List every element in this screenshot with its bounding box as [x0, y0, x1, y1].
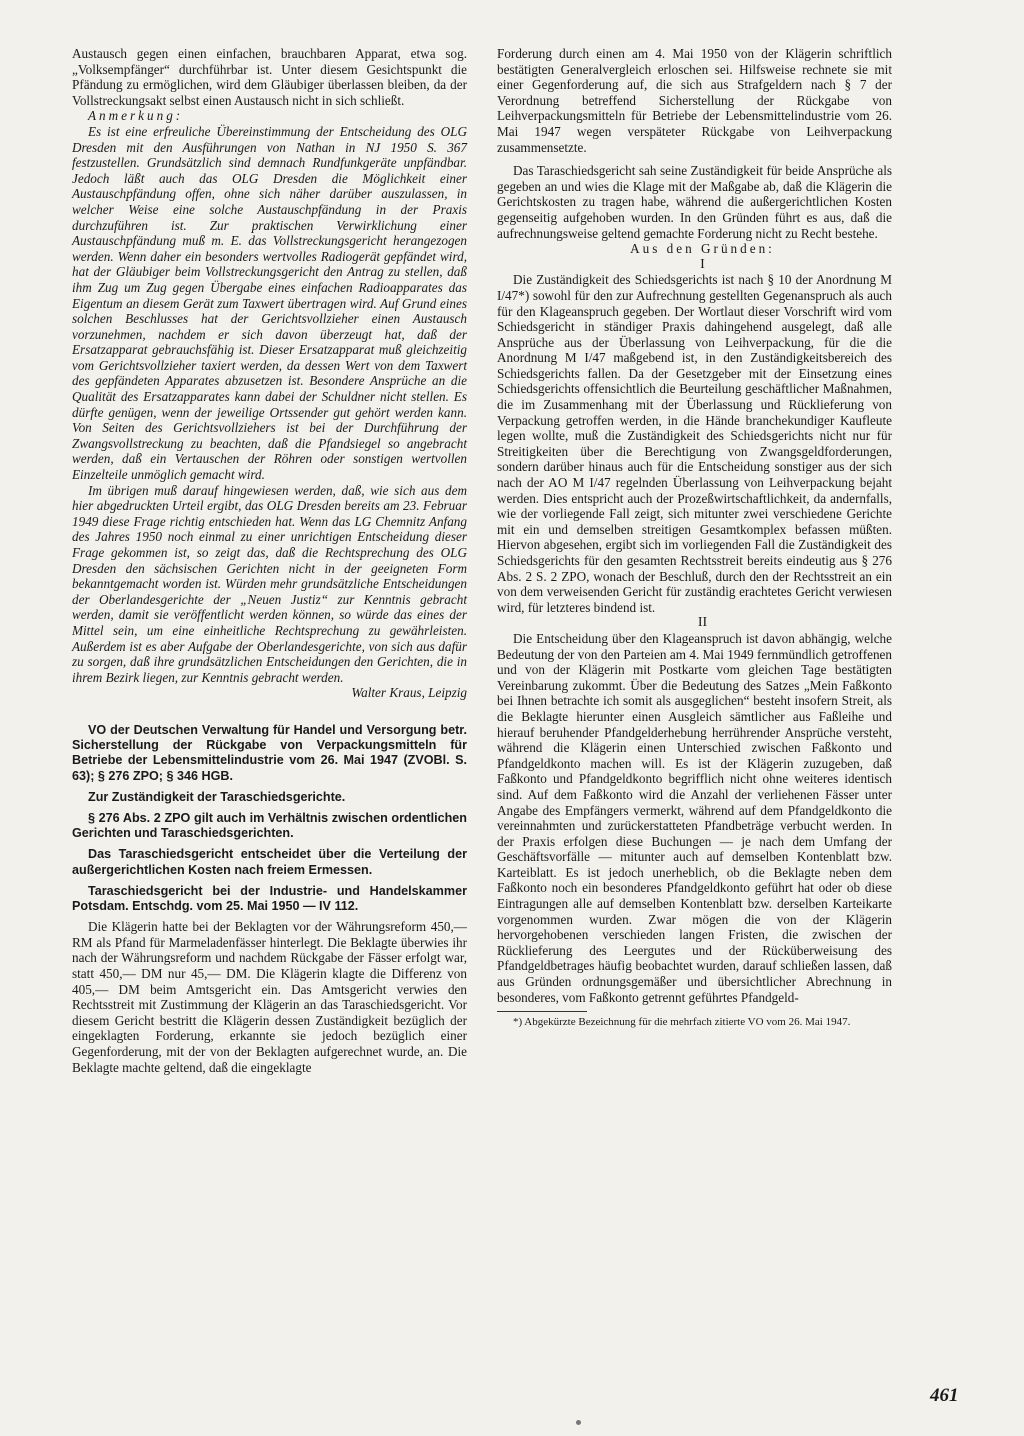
headnote-topic: Zur Zuständigkeit der Taraschiedsgerichte. [88, 789, 346, 804]
annotation-paragraph-1: Es ist eine erfreuliche Übereinstimmung der Entscheidung des OLG Dresden mit den Ausführungen von Nathan in NJ 1950 S. 367 festzustellen. Grundsätzlich sind demnach Rundfunkgeräte unpfändbar. Jedoch läßt auch das OLG Dresden die Möglichkeit einer Austauschpfändung offen, ohne sich näher darüber auszulassen, in welcher Weise eine solche Austauschpfändung in der Praxis durchzuführen ist. Zur praktischen Verwirklichung einer Austauschpfändung muß m. E. das Vollstreckungsgericht herangezogen werden. Wenn daher ein besonders wertvolles Radiogerät gepfändet wird, hat der Gläubiger beim Vollstreckungsgericht den Antrag zu stellen, daß ihm Zug um Zug gegen Übergabe eines einfachen Radioapparates das Eigentum an diesem Gerät zum Taxwert übertragen wird. Auf Grund eines solchen Beschlusses hat der Gerichtsvollzieher einen Austausch vorzunehmen, nachdem er sich davon überzeugt hat, daß der Ersatzapparat gebrauchsfähig ist. Dieser Ersatzapparat muß gleichzeitig vom Gerichtsvollzieher taxiert werden, da dessen Wert von dem Taxwert des gepfändeten Apparates abzusetzen ist. Besondere Ansprüche an die Qualität des Ersatzapparates kann dabei der Schuldner nicht stellen. Es dürfte genügen, wenn der jeweilige Ortssender gut gehört werden kann. Von Seiten des Gerichtsvollziehers ist bei der Durchführung der Zwangsvollstreckung zu beachten, daß die Pfandsiegel so angebracht werden, daß ein Vertauschen der Röhren oder sonstigen wertvollen Einzelteile unmöglich gemacht wird. [72, 123, 467, 483]
tribunal-decision-paragraph: Das Taraschiedsgericht sah seine Zuständigkeit für beide Ansprüche als gegeben an und wies die Klage mit der Maßgabe ab, daß die Klägerin die Gerichtskosten zu tragen habe, während die außergerichtlichen Kosten gegenseitig aufgehoben wurden. In den Gründen führt es aus, daß die aufrechnungsweise geltend gemachte Forderung nicht zu Recht bestehe. [497, 163, 892, 241]
opening-paragraph: Austausch gegen einen einfachen, brauchbaren Apparat, etwa sog. „Volksempfänger“ durchführbar ist. Unter diesem Gesichtspunkt die Pfändung zu ermöglichen, wird dem Gläubiger überlassen bleiben, da der Vollstreckungsakt selbst einen Austausch nicht in sich schließt. [72, 46, 467, 108]
footnote-divider [497, 1011, 587, 1012]
headnote-statute: VO der Deutschen Verwaltung für Handel und Versorgung betr. Sicherstellung der Rückgabe von Verpackungsmitteln für Betriebe der Lebensmittelindustrie vom 26. Mai 1947 (ZVOBl. S. 63); § 276 ZPO; § 346 HGB. [72, 722, 467, 783]
footnote: *) Abgekürzte Bezeichnung für die mehrfach zitierte VO vom 26. Mai 1947. [513, 1016, 851, 1029]
section-2-paragraph: Die Entscheidung über den Klageanspruch ist davon abhängig, welche Bedeutung der von den Parteien am 4. Mai 1949 fernmündlich getroffenen und von der Klägerin mit Postkarte vom gleichen Tage bestätigten Vereinbarung zukommt. Über die Bedeutung des Satzes „Mein Faßkonto bei Ihnen betrachte ich somit als ausgeglichen“ besteht insofern Streit, als die Beklagte hierunter einen Ausgleich sämtlicher aus Faßleihe und hierauf beruhender Pfandgelderhebung herrührender Ansprüche versteht, während die Klägerin einen Unterschied zwischen Faßkonto und Pfandgeldkonto machen will. Es ist der Klägerin zuzugeben, daß Faßkonto und Pfandgeldkonto begrifflich nicht ohne weiteres identisch sind. Auf dem Faßkonto wird die Anzahl der verliehenen Fässer unter Angabe des Empfängers vermerkt, während auf dem Pfandgeldkonto die vereinnahmten und zurückerstatteten Pfandbeträge verbucht werden. In der Praxis erfolgen diese Buchungen — je nach dem Umfang der Geschäftsvorfälle — mitunter auch auf demselben Kontenblatt bzw. Karteiblatt. Es ist jedoch unerheblich, ob die Beklagte neben dem Faßkonto noch ein besonderes Pfandgeldkonto geführt hat oder ob diese Eintragungen alle auf demselben Kontenblatt bzw. derselben Karteikarte vorgenommen wurden. Zwar mögen die von der Klägerin hervorgehobenen verschieden langen Fristen, die zwischen der Rücklieferung des Leergutes und der Rücküberweisung des Pfandgeldbetrages häufig beobachtet wurden, darauf schließen lassen, daß aus Gründen ordnungsgemäßer und übersichtlicher Abrechnung in besonderes, vom Faßkonto getrennt geführtes Pfandgeld- [497, 630, 892, 1005]
section-number-2: II [697, 615, 708, 631]
page-number: 461 [930, 1385, 959, 1406]
print-mark [576, 1420, 581, 1425]
continuation-paragraph: Forderung durch einen am 4. Mai 1950 von der Klägerin schriftlich bestätigten Generalvergleich erloschen sei. Hilfsweise rechnete sie mit einer Gegenforderung auf, die sich aus Strafgeldern nach § 7 der Verordnung betreffend Sicherstellung der Rückgabe von Leihverpackungsmitteln für Betriebe der Lebensmittelindustrie vom 26. Mai 1947 wegen verspäteter Rückgabe von Leihverpackung zusammensetzte. [497, 46, 892, 155]
reasons-heading: Aus den Gründen: [630, 241, 775, 257]
author-signature: Walter Kraus, Leipzig [351, 685, 467, 701]
court-citation: Taraschiedsgericht bei der Industrie- und Handelskammer Potsdam. Entschdg. vom 25. Mai 1950 — IV 112. [72, 883, 467, 913]
right-column [497, 46, 892, 1029]
section-1-paragraph: Die Zuständigkeit des Schiedsgerichts ist nach § 10 der Anordnung M I/47*) sowohl für den zur Aufrechnung gestellten Gegenanspruch als auch für den Klageanspruch gegeben. Der Wortlaut dieser Vorschrift wird vom Schiedsgericht in ständiger Praxis dahingehend ausgelegt, daß alle Ansprüche aus der Überlassung von Leihverpackung, für die die Anordnung M I/47 maßgebend ist, in den Zuständigkeitsbereich des Schiedsgerichts fallen. Da der Gesetzgeber mit der Einsetzung eines Schiedsgerichts offensichtlich die Beurteilung geschäftlicher Maßnahmen, die im Zusammenhang mit der Überlassung und Rücklieferung von Verpackung getroffen werden, in die Hände branchekundiger Kaufleute legen wollte, muß die Zuständigkeit des Schiedsgerichts nicht nur für Streitigkeiten über die Berechtigung von Zwangsgeldforderungen, sondern darüber hinaus auch für die Entscheidung sonstiger aus der sich nach der AO M I/47 regelnden Überlassung von Leihverpackung bejaht werden. Dies entspricht auch der Prozeßwirtschaftlichkeit, da andernfalls, wie der vorliegende Fall zeigt, sich mitunter zwei verschiedene Gerichte mit ein und demselben streitigen Gesamtkomplex befassen müßten. Hiervon abgesehen, ergibt sich im vorliegenden Fall die Zuständigkeit des Schiedsgerichts für den gesamten Rechtsstreit bereits eindeutig aus § 276 Abs. 2 S. 2 ZPO, wonach der Beschluß, durch den der Rechtsstreit an ein von dem verweisenden Gericht für zuständig erachtetes Gericht verwiesen wird, für letzteres bindend ist. [497, 272, 892, 615]
facts-paragraph: Die Klägerin hatte bei der Beklagten vor der Währungsreform 450,— RM als Pfand für Marmeladenfässer hinterlegt. Die Beklagte überwies ihr nach der Währungsreform und nachdem Rückgabe der Fässer erfolgt war, statt 450,— DM nur 45,— DM. Die Klägerin klagte die Differenz von 405,— DM beim Amtsgericht ein. Das Amtsgericht verwies den Rechtsstreit mit Zustimmung der Klägerin an das Taraschiedsgericht. Vor diesem Gericht bestritt die Klägerin dessen Zuständigkeit bezüglich der eingeklagten Forderung, erkannte sie jedoch bezüglich einer Gegenforderung, mit der von der Beklagten aufgerechnet wurde, an. Die Beklagte machte geltend, daß die eingeklagte [72, 919, 467, 1075]
headnote-rule-2: Das Taraschiedsgericht entscheidet über die Verteilung der außergerichtlichen Kosten nach freiem Ermessen. [72, 847, 467, 877]
annotation-paragraph-2: Im übrigen muß darauf hingewiesen werden, daß, wie sich aus dem hier abgedruckten Urteil ergibt, das OLG Dresden bereits am 23. Februar 1949 diese Frage richtig entschieden hat. Wenn das LG Chemnitz Anfang des Jahres 1950 noch einmal zu einer unrichtigen Entscheidung dieser Frage gekommen ist, so zeigt das, daß die Rechtsprechung des OLG Dresden den sächsischen Gerichten nicht in der geeigneten Form bekanntgemacht worden ist. Würden mehr grundsätzliche Entscheidungen der Oberlandesgerichte der „Neuen Justiz“ zur Kenntnis gebracht werden, damit sie veröffentlicht werden können, so würde das eines der Mittel sein, um eine einheitliche Rechtsprechung zu gewährleisten. Außerdem ist es aber Aufgabe der Oberlandesgerichte, von sich aus dafür zu sorgen, daß ihre grundsätzlichen Entscheidungen den Gerichten, die in ihrem Bezirk liegen, zur Kenntnis gebracht werden. [72, 482, 467, 685]
annotation-heading: Anmerkung: [88, 108, 184, 124]
section-number-1: I [700, 256, 705, 272]
spacer [72, 701, 467, 723]
headnote-rule-1: § 276 Abs. 2 ZPO gilt auch im Verhältnis zwischen ordentlichen Gerichten und Taraschiedsgerichten. [72, 810, 467, 841]
left-column [72, 46, 467, 1075]
